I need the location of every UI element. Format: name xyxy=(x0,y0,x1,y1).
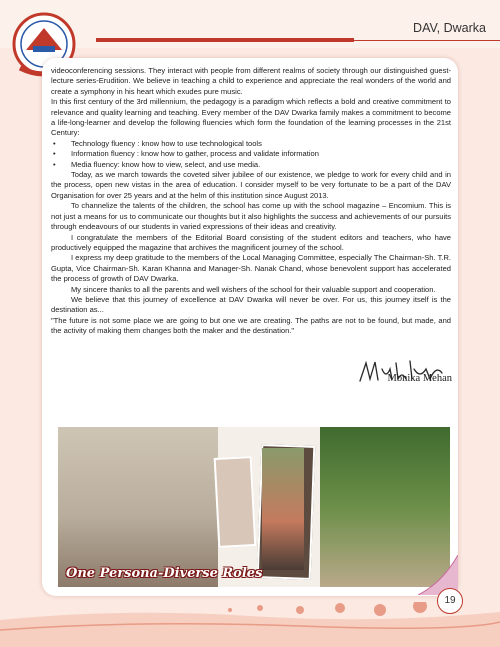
photo-thumbnail xyxy=(214,456,257,548)
header-rule xyxy=(96,40,500,41)
paragraph: Today, as we march towards the coveted silver jubilee of our existence, we pledge to work for every child and in the process, open new vistas in the area of education. I consider myself to be very fortunate to be a part of the DAV Organisation for over 25 years and at the helm of this institution since August 2013. xyxy=(51,170,451,200)
paragraph: We believe that this journey of excellence at DAV Dwarka will never be over. For us, this journey itself is the destination as... xyxy=(51,294,451,315)
paragraph: videoconferencing sessions. They interact with people from different realms of society through our distinguished guest-lecture series-Erudition. We believe in teaching a child to experience and appreciate the real wonders of the world and create a symphony in his heart which exudes pure music. xyxy=(51,66,451,96)
paragraph: In this first century of the 3rd millennium, the pedagogy is a paradigm which reflects a bold and creative commitment to relevance and quality learning and teaching. Every member of the DAV Dwarka family makes a commitment to become a life-long-learner and develop the following fluencies which form the foundation of the learning processes in the 21st Century: xyxy=(51,97,451,138)
principal-message xyxy=(51,66,451,337)
paragraph: I express my deep gratitude to the members of the Local Managing Committee, especially The Chairman-Sh. T.R. Gupta, Vice Chairman-Sh. Karan Khanna and Manager-Sh. Nanak Chand, whose benevolent support has accelerated the process of growth of DAV Dwarka. xyxy=(51,253,451,284)
paragraph: My sincere thanks to all the parents and well wishers of the school for their valuable support and cooperation. xyxy=(71,284,436,294)
signatory-name: Monika Mehan xyxy=(387,373,452,384)
list-item: • Media fluency: know how to view, select, and use media. xyxy=(51,160,451,170)
header-school-name: DAV, Dwarka xyxy=(413,21,486,35)
bottom-decoration xyxy=(0,602,500,647)
paragraph: To channelize the talents of the children, the school has come up with the school magazine – Encomium. This is not just a means for us to communicate our thoughts but it also highlights the success and achievements of our pursuits through endeavours of our students in varied expressions of their ideas and creativity. xyxy=(51,201,451,232)
page-number: 19 xyxy=(437,588,463,614)
photo-principal-with-students xyxy=(58,427,218,587)
closing-quote: "The future is not some place we are going to but one we are creating. The paths are not to be found, but made, and the activity of making them changes both the maker and the destination." xyxy=(51,315,451,336)
photo-thumbnail-inner xyxy=(262,448,304,570)
list-item: • Information fluency : know how to gather, process and validate information xyxy=(51,149,451,159)
list-item: • Technology fluency : know how to use technological tools xyxy=(51,139,451,149)
paragraph: I congratulate the members of the Editorial Board consisting of the student editors and teachers, who have productively equipped the magazine that archives the magnificent journey of the school. xyxy=(51,232,451,252)
gallery-caption: One Persona-Diverse Roles xyxy=(66,566,263,581)
fluency-list xyxy=(51,139,451,170)
